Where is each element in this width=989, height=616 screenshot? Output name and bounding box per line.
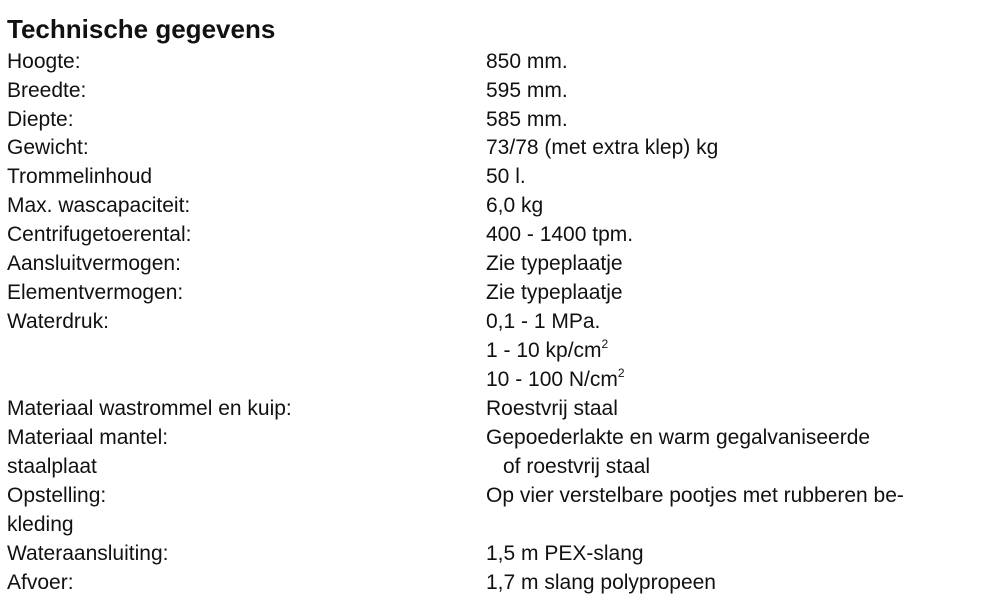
- spec-label-materiaal-mantel-cont: staalplaat: [7, 455, 97, 478]
- spec-label-elementvermogen: Elementvermogen:: [7, 281, 184, 304]
- spec-value-waterdruk-kp: [486, 337, 608, 365]
- spec-value-wateraansluiting: 1,5 m PEX-slang: [486, 542, 644, 565]
- spec-value-waterdruk-n: [486, 366, 625, 394]
- spec-value-wascapaciteit: 6,0 kg: [486, 194, 544, 217]
- spec-label-trommelinhoud: Trommelinhoud: [7, 165, 153, 188]
- waterdruk-kp-exponent: 2: [601, 337, 609, 351]
- spec-label-diepte: Diepte:: [7, 108, 74, 131]
- waterdruk-n-exponent: 2: [617, 366, 625, 380]
- spec-label-waterdruk: Waterdruk:: [7, 310, 109, 333]
- spec-label-wascapaciteit: Max. wascapaciteit:: [7, 194, 191, 217]
- spec-value-diepte: 585 mm.: [486, 108, 568, 131]
- spec-value-trommelinhoud: 50 l.: [486, 165, 526, 188]
- spec-value-gewicht: 73/78 (met extra klep) kg: [486, 136, 719, 159]
- spec-value-hoogte: 850 mm.: [486, 50, 568, 73]
- spec-value-opstelling: Op vier verstelbare pootjes met rubberen be-: [486, 484, 904, 507]
- spec-label-wateraansluiting: Wateraansluiting:: [7, 542, 169, 565]
- spec-value-centrifuge: 400 - 1400 tpm.: [486, 223, 634, 246]
- spec-value-waterdruk-mpa: 0,1 - 1 MPa.: [486, 310, 601, 333]
- spec-label-gewicht: Gewicht:: [7, 136, 89, 159]
- waterdruk-kp-text: 1 - 10 kp/cm: [486, 339, 602, 362]
- spec-value-materiaal-mantel: Gepoederlakte en warm gegalvaniseerde: [486, 426, 871, 449]
- spec-value-materiaal-mantel-cont: of roestvrij staal: [503, 455, 651, 478]
- spec-label-opstelling-cont: kleding: [7, 513, 74, 536]
- waterdruk-n-text: 10 - 100 N/cm: [486, 368, 618, 391]
- spec-label-hoogte: Hoogte:: [7, 50, 81, 73]
- spec-label-materiaal-mantel: Materiaal mantel:: [7, 426, 169, 449]
- spec-label-afvoer: Afvoer:: [7, 571, 74, 594]
- spec-label-opstelling: Opstelling:: [7, 484, 107, 507]
- spec-label-materiaal-trommel: Materiaal wastrommel en kuip:: [7, 397, 292, 420]
- spec-label-aansluitvermogen: Aansluitvermogen:: [7, 252, 181, 275]
- spec-label-breedte: Breedte:: [7, 79, 87, 102]
- spec-value-elementvermogen: Zie typeplaatje: [486, 281, 623, 304]
- spec-label-centrifuge: Centrifugetoerental:: [7, 223, 192, 246]
- spec-value-breedte: 595 mm.: [486, 79, 568, 102]
- spec-value-afvoer: 1,7 m slang polypropeen: [486, 571, 716, 594]
- spec-value-aansluitvermogen: Zie typeplaatje: [486, 252, 623, 275]
- page-title: Technische gegevens: [7, 14, 276, 44]
- spec-value-materiaal-trommel: Roestvrij staal: [486, 397, 618, 420]
